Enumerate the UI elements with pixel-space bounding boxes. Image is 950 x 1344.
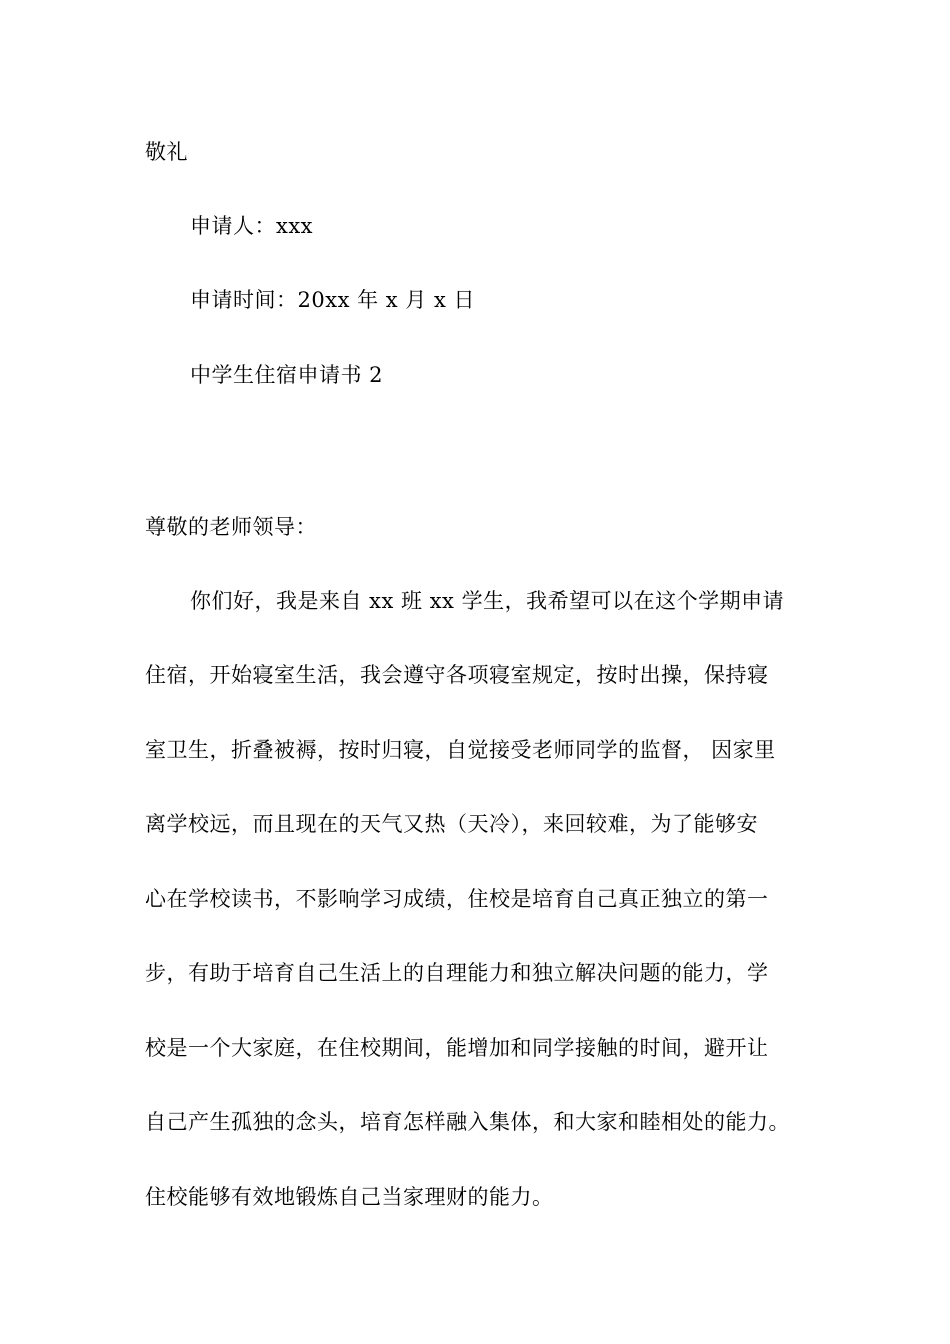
- document-title: 中学生住宿申请书 2: [190, 363, 384, 387]
- body-line: 你们好，我是来自 xx 班 xx 学生，我希望可以在这个学期申请: [190, 589, 785, 613]
- body-line: 住校能够有效地锻炼自己当家理财的能力。: [145, 1185, 554, 1209]
- body-line: 自己产生孤独的念头，培育怎样融入集体，和大家和睦相处的能力。: [145, 1110, 790, 1134]
- body-line: 室卫生，折叠被褥，按时归寝，自觉接受老师同学的监督， 因家里: [145, 738, 776, 762]
- body-line: 住宿，开始寝室生活，我会遵守各项寝室规定，按时出操，保持寝: [145, 663, 769, 687]
- body-line: 离学校远，而且现在的天气又热（天冷），来回较难，为了能够安: [145, 812, 758, 836]
- salutation: 尊敬的老师领导：: [145, 515, 317, 539]
- body-line: 心在学校读书，不影响学习成绩，住校是培育自己真正独立的第一: [145, 887, 769, 911]
- body-line: 校是一个大家庭，在住校期间，能增加和同学接触的时间，避开让: [145, 1036, 769, 1060]
- body-line: 步，有助于培育自己生活上的自理能力和独立解决问题的能力，学: [145, 961, 769, 985]
- applicant-line: 申请人：xxx: [190, 214, 314, 238]
- date-line: 申请时间：20xx 年 x 月 x 日: [190, 288, 475, 312]
- closing-text: 敬礼: [145, 140, 188, 164]
